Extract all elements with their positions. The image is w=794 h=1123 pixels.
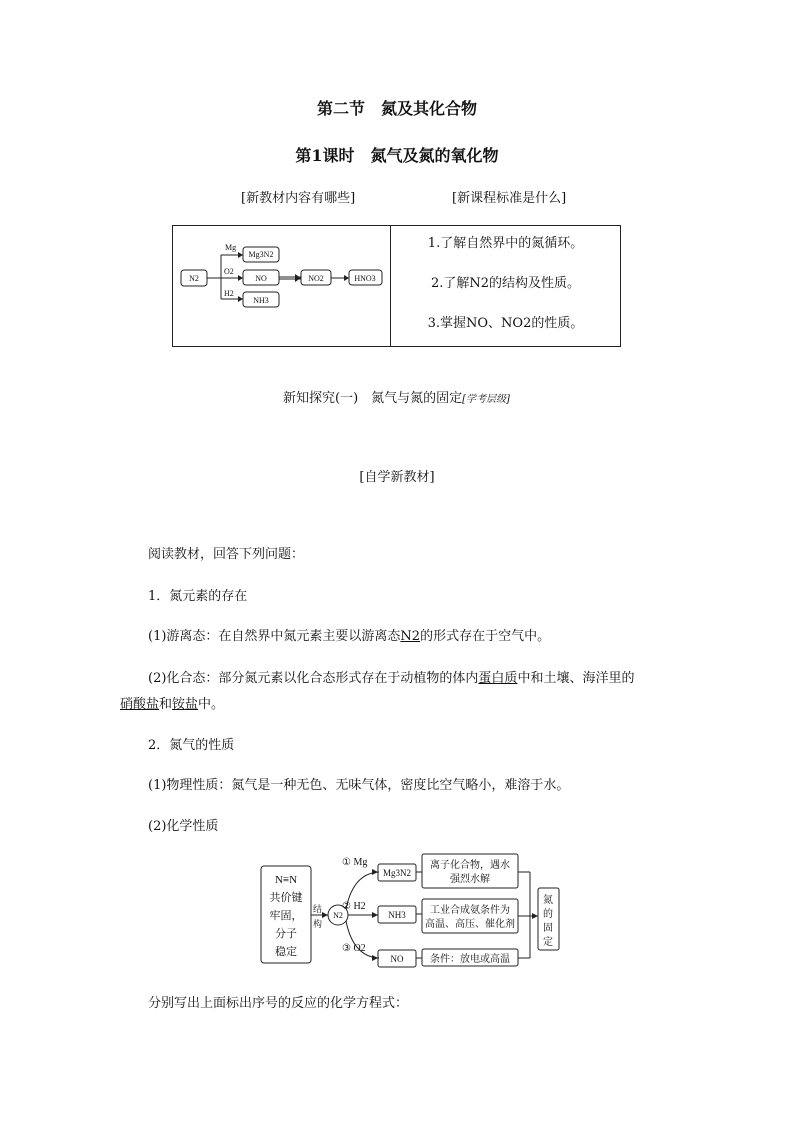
standard-item: 2.了解N2的结构及性质。 (430, 276, 581, 291)
desc-1-line2: 强烈水解 (450, 874, 490, 885)
answer-ammonium: 铵盐 (172, 697, 199, 712)
firm-label: 牢固， (269, 910, 303, 922)
reaction-3-label: ③ O2 (342, 943, 366, 954)
level-tag: [学考层级] (462, 394, 510, 405)
n2-node: N2 (333, 911, 343, 920)
fixation-char: 固 (543, 923, 553, 934)
combined-state-paragraph (148, 664, 688, 693)
explore-heading (283, 387, 510, 406)
structure-label: 结 (313, 904, 323, 914)
structure-label: 构 (313, 919, 323, 929)
stable-label: 稳定 (275, 946, 297, 958)
answer-protein: 蛋白质 (478, 671, 518, 686)
nitrogen-reaction-diagram (258, 852, 563, 972)
fixation-char: 定 (543, 937, 553, 948)
overview-table (172, 225, 621, 347)
text-span: (2)化合态：部分氮元素以化合态形式存在于动植物的体内 (148, 671, 479, 686)
fixation-char: 的 (543, 909, 553, 920)
text-span: 中。 (198, 697, 225, 712)
nitrogen-overview-diagram (173, 226, 390, 346)
section-1-title: 1．氮元素的存在 (148, 589, 248, 604)
physical-properties: (1)物理性质：氮气是一种无色、无味气体，密度比空气略小，难溶于水。 (148, 778, 570, 793)
desc-3: 条件：放电或高温 (430, 954, 510, 965)
mg3n2-label: Mg3N2 (248, 250, 274, 259)
product-no: NO (390, 954, 404, 964)
answer-nitrate: 硝酸盐 (120, 697, 160, 712)
header-content: [新教材内容有哪些] (241, 191, 356, 206)
product-nh3: NH3 (388, 910, 406, 920)
molecule-label: 分子 (275, 928, 297, 940)
n2-label: N2 (189, 274, 199, 283)
standard-item: 3.掌握NO、NO2的性质。 (427, 316, 584, 331)
text-span: 和 (159, 697, 173, 712)
combined-state-paragraph-cont (120, 693, 224, 712)
o2-label: O2 (224, 267, 234, 276)
section-2-title: 2．氮气的性质 (148, 738, 235, 753)
fixation-char: 氮 (543, 895, 553, 906)
text-span: 中和土壤、海洋里的 (517, 671, 635, 686)
mg-label: Mg (225, 243, 237, 252)
answer-n2: N2 (400, 629, 421, 644)
no2-label: NO2 (308, 274, 324, 283)
reaction-1-label: ① Mg (342, 857, 368, 868)
standard-item: 1.了解自然界中的氮循环。 (427, 236, 584, 251)
hno3-label: HNO3 (354, 274, 376, 283)
h2-label: H2 (224, 289, 234, 298)
no-label: NO (255, 274, 267, 283)
free-state-paragraph (148, 625, 550, 644)
text-span: 的形式存在于空气中。 (420, 629, 551, 644)
footer-instruction: 分别写出上面标出序号的反应的化学方程式： (148, 996, 409, 1011)
intro-text: 阅读教材，回答下列问题： (148, 547, 305, 562)
header-standards: [新课程标准是什么] (452, 191, 567, 206)
section-title: 第二节 氮及其化合物 (316, 99, 477, 118)
self-study-heading: [自学新教材] (359, 470, 435, 485)
explore-title: 新知探究(一) 氮气与氮的固定 (283, 391, 463, 406)
triple-bond-label: N≡N (274, 874, 298, 886)
desc-1-line1: 离子化合物，遇水 (430, 860, 510, 871)
nh3-label: NH3 (253, 296, 269, 305)
desc-2-line1: 工业合成氨条件为 (430, 905, 510, 916)
chemical-properties-heading: (2)化学性质 (148, 819, 219, 834)
text-span: (1)游离态：在自然界中氮元素主要以游离态 (148, 629, 401, 644)
desc-2-line2: 高温、高压、催化剂 (425, 919, 515, 930)
product-mg3n2: Mg3N2 (382, 868, 412, 878)
covalent-label: 共价键 (269, 892, 303, 904)
reaction-2-label: ② H2 (342, 901, 366, 912)
lesson-title: 第1课时 氮气及氮的氧化物 (295, 146, 499, 165)
